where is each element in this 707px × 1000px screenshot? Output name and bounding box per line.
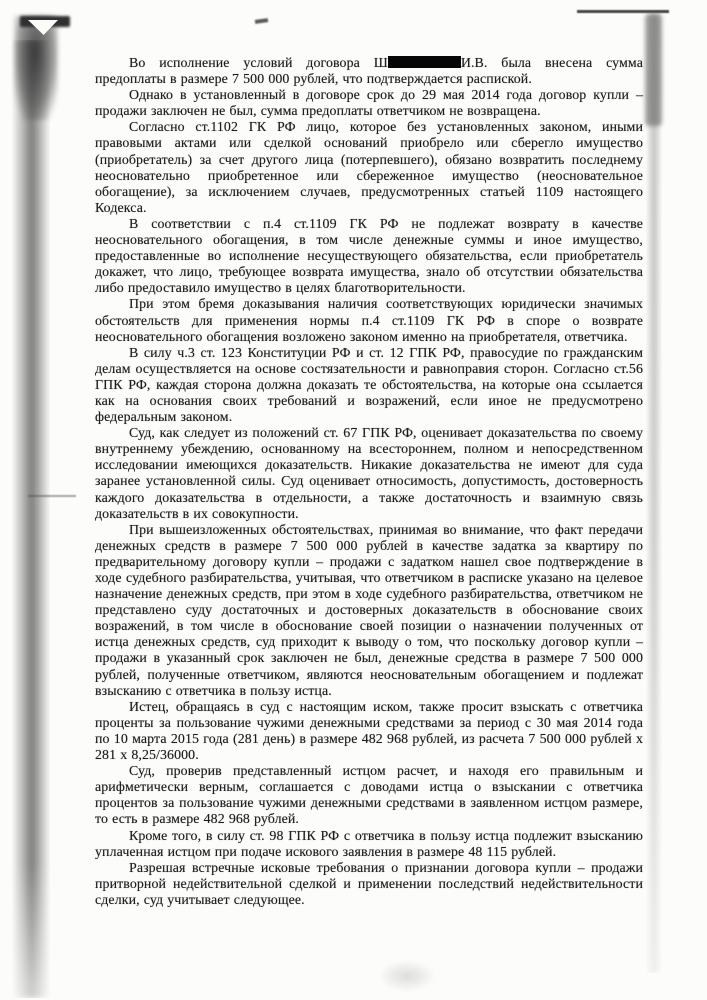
left-binding-shadow bbox=[12, 40, 50, 998]
paragraph-text: И.В. была внесена сумма предоплаты в размере 7 500 000 рублей, что подтверждается распиской. bbox=[95, 56, 643, 88]
redaction-box bbox=[388, 56, 461, 68]
paragraph-text: Во исполнение условий договора Ш bbox=[129, 56, 388, 71]
paragraph: Истец, обращаясь в суд с настоящим иском, также просит взыскать с ответчика проценты за пользование чужими денежными средствами за период с 30 мая 2014 года по 10 марта 2015 года (281 день) в размере 482 968 рублей, из расчета 7 500 000 рублей х 281 х 8,25/36000. bbox=[95, 699, 643, 764]
scratch-mark bbox=[28, 495, 76, 497]
left-binding-shadow-top-blob bbox=[14, 16, 58, 120]
paragraph bbox=[95, 56, 643, 88]
paragraph: Однако в установленный в договоре срок до 29 мая 2014 года договор купли – продажи заключен не был, сумма предоплаты ответчиком не возвращена. bbox=[95, 88, 643, 120]
top-dash-mark bbox=[255, 18, 268, 24]
paragraph: В силу ч.3 ст. 123 Конституции РФ и ст. 12 ГПК РФ, правосудие по гражданским делам осуществляется на основе состязательности и равноправия сторон. Согласно ст.56 ГПК РФ, каждая сторона должна доказать те обстоятельства, на которые она ссылается как на основания своих требований и возражений, если иное не предусмотрено федеральным законом. bbox=[95, 345, 643, 426]
paragraph: При этом бремя доказывания наличия соответствующих юридически значимых обстоятельств для применения нормы п.4 ст.1109 ГК РФ в споре о возврате неосновательного обогащения возложено законом именно на приобретателя, ответчика. bbox=[95, 297, 643, 345]
paragraph: В соответствии с п.4 ст.1109 ГК РФ не подлежат возврату в качестве неосновательного обогащения, в том числе денежные суммы и иное имущество, предоставленные во исполнение несуществующего обязательства, если приобретатель докажет, что лицо, требующее возврата имущества, знало об отсутствии обязательства либо предоставило имущество в целях благотворительности. bbox=[95, 216, 643, 297]
right-page-edge-shadow bbox=[646, 13, 662, 973]
document-text-block bbox=[95, 56, 643, 909]
bottom-smudge-mark bbox=[378, 960, 436, 992]
right-page-edge-shadow-top bbox=[645, 14, 662, 126]
paragraph: Суд, как следует из положений ст. 67 ГПК РФ, оценивает доказательства по своему внутреннему убеждению, основанному на всестороннем, полном и непосредственном исследовании имеющихся доказательств. Никакие доказательства не имеют для суда заранее установленной силы. Суд оценивает относимость, допустимость, достоверность каждого доказательства в отдельности, а также достаточность и взаимную связь доказательств в их совокупности. bbox=[95, 426, 643, 522]
paragraph: Кроме того, в силу ст. 98 ГПК РФ с ответчика в пользу истца подлежит взысканию уплаченная истцом при подаче искового заявления в размере 48 115 рублей. bbox=[95, 828, 643, 860]
paragraph: Разрешая встречные исковые требования о признании договора купли – продажи притворной недействительной сделкой и применении последствий недействительности сделки, суд учитывает следующее. bbox=[95, 860, 643, 908]
paragraph: Суд, проверив представленный истцом расчет, и находя его правильным и арифметически верным, соглашается с доводами истца о взыскании с ответчика процентов за пользование чужими денежными средствами в заявленном истцом размере, то есть в размере 482 968 рублей. bbox=[95, 764, 643, 828]
paragraph: Согласно ст.1102 ГК РФ лицо, которое без установленных законом, иными правовыми актами или сделкой оснований приобрело или сберегло имущество (приобретатель) за счет другого лица (потерпевшего), обязано возвратить последнему неосновательно приобретенное или сбереженное имущество (неосновательное обогащение), за исключением случаев, предусмотренных статьей 1109 настоящего Кодекса. bbox=[95, 120, 643, 216]
paragraph: При вышеизложенных обстоятельствах, принимая во внимание, что факт передачи денежных средств в размере 7 500 000 рублей в качестве задатка за квартиру по предварительному договору купли – продажи с задатком нашел свое подтверждение в ходе судебного разбирательства, учитывая, что ответчиком в расписке указано на целевое назначение денежных средств, при этом в ходе судебного разбирательства, ответчиком не представлено суду достаточных и достоверных доказательств в обоснование своих возражений, в том числе в обоснование своей позиции о назначении полученных от истца денежных средств, суд приходит к выводу о том, что поскольку договор купли – продажи в указанный срок заключен не был, денежные средства в размере 7 500 000 рублей, полученные ответчиком, являются неосновательным обогащением и подлежат взысканию с ответчика в пользу истца. bbox=[95, 522, 643, 699]
top-right-page-corner-line bbox=[577, 10, 669, 13]
